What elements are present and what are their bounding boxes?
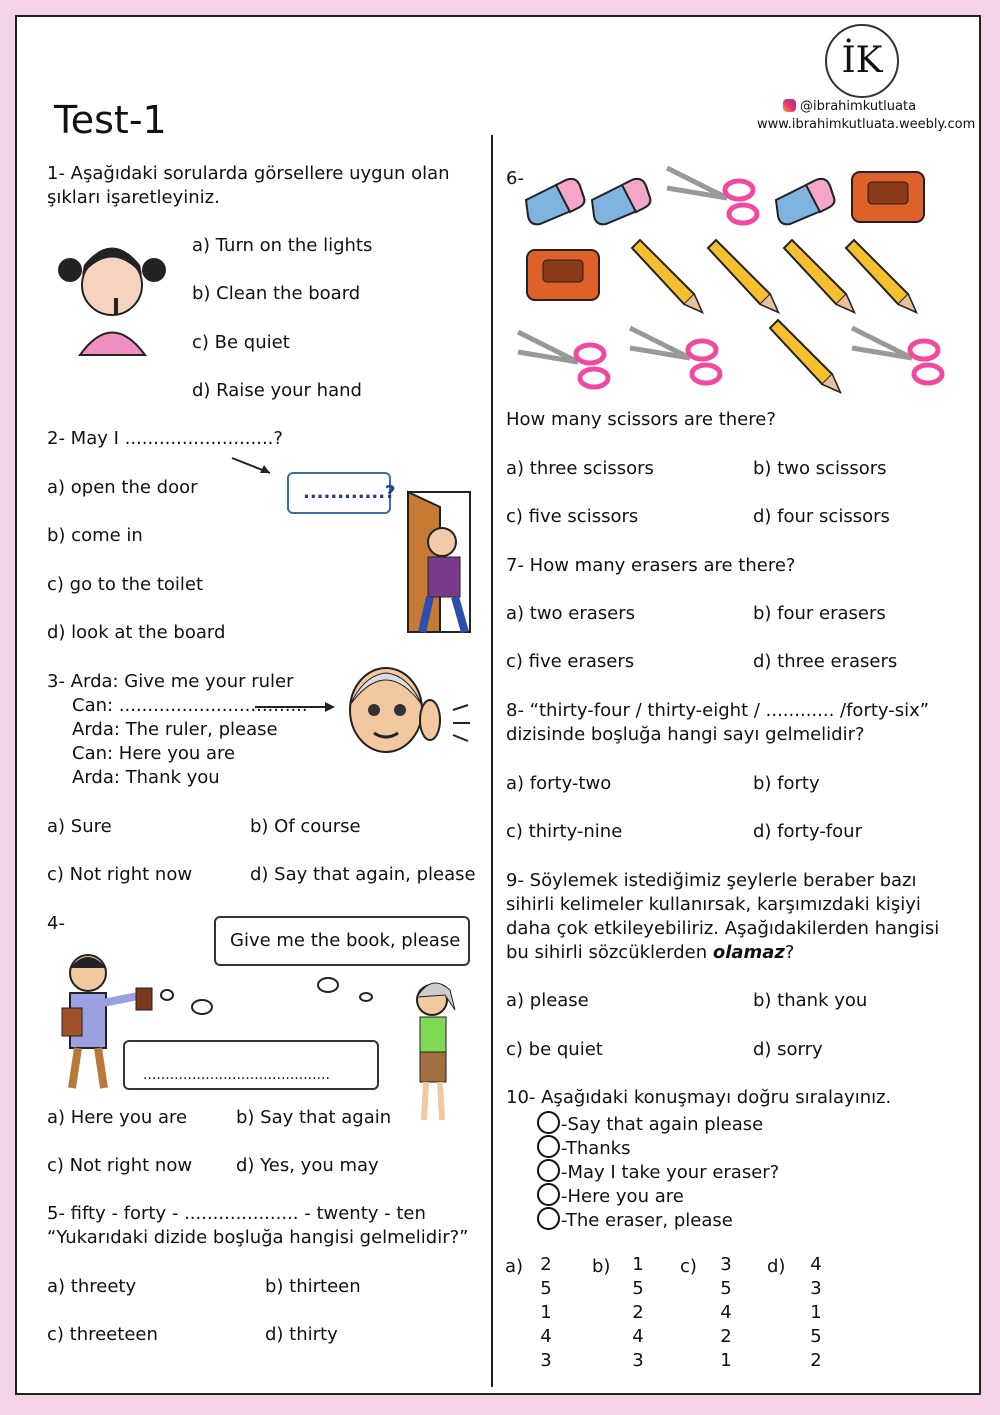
q9-option-d[interactable]: d) sorry (753, 1039, 823, 1060)
q10-order-number: 2 (632, 1302, 644, 1323)
q10-order-number: 3 (632, 1350, 644, 1371)
q5-option-c[interactable]: c) threeteen (47, 1324, 158, 1345)
sharpener-icon (850, 166, 928, 226)
q10-order-number: 1 (720, 1350, 732, 1371)
order-circle[interactable] (537, 1183, 560, 1206)
q5-option-a[interactable]: a) threety (47, 1276, 137, 1297)
q10-order-number: 2 (810, 1350, 822, 1371)
q8-line-1: 8- “thirty-four / thirty-eight / ............ /forty-six” (506, 700, 930, 721)
eraser-icon (526, 172, 586, 228)
q10-choice-b[interactable]: b) (592, 1256, 611, 1277)
pencil-icon (632, 240, 704, 314)
q6-option-b[interactable]: b) two scissors (753, 458, 887, 479)
scissors-icon (630, 328, 730, 388)
q2-option-c[interactable]: c) go to the toilet (47, 574, 204, 595)
q1-option-c[interactable]: c) Be quiet (192, 332, 290, 353)
q10-item (537, 1159, 779, 1184)
q9-emphasis: olamaz (712, 942, 785, 963)
q4-speech-bubble (214, 916, 470, 966)
q10-order-number: 5 (720, 1278, 732, 1299)
q10-item (537, 1111, 763, 1136)
pencil-icon (770, 320, 842, 394)
girl-shush-illustration (50, 230, 175, 355)
q10-order-number: 1 (540, 1302, 552, 1323)
q2-option-b[interactable]: b) come in (47, 525, 143, 546)
q10-item-text: -Here you are (561, 1186, 684, 1207)
logo: İK (825, 24, 899, 98)
q6-question: How many scissors are there? (506, 409, 776, 430)
q10-order-number: 1 (810, 1302, 822, 1323)
q9-line-1: 9- Söylemek istediğimiz şeylerle beraber bazı (506, 870, 917, 891)
q10-order-number: 3 (810, 1278, 822, 1299)
arrow-icon (255, 702, 335, 712)
q4-option-c[interactable]: c) Not right now (47, 1155, 193, 1176)
q4-answer-dots: .......................................... (143, 1067, 330, 1083)
q10-choice-c[interactable]: c) (680, 1256, 697, 1277)
q9-line-4-text: bu sihirli sözcüklerden (506, 942, 713, 963)
pencil-icon (846, 240, 918, 314)
q1-prompt-line2: şıkları işaretleyiniz. (47, 187, 220, 208)
q3-line-5: Arda: Thank you (72, 767, 220, 788)
q4-answer-box[interactable] (123, 1040, 379, 1090)
scissors-icon (518, 332, 618, 392)
girl-illustration (400, 975, 460, 1125)
q10-order-number: 4 (540, 1326, 552, 1347)
q6-option-d[interactable]: d) four scissors (753, 506, 890, 527)
q5-option-d[interactable]: d) thirty (265, 1324, 338, 1345)
q10-item-text: -Say that again please (561, 1114, 764, 1135)
q8-option-d[interactable]: d) forty-four (753, 821, 862, 842)
q4-option-b[interactable]: b) Say that again (236, 1107, 392, 1128)
q3-line-4: Can: Here you are (72, 743, 236, 764)
q10-prompt: 10- Aşağıdaki konuşmayı doğru sıralayınız. (506, 1087, 892, 1108)
q10-order-number: 4 (632, 1326, 644, 1347)
arrow-icon (230, 455, 275, 477)
q9-line-2: sihirli kelimeler kullanırsak, karşımızdaki kişiyi (506, 894, 921, 915)
q3-option-c[interactable]: c) Not right now (47, 864, 193, 885)
q2-option-d[interactable]: d) look at the board (47, 622, 226, 643)
q10-item-text: -Thanks (561, 1138, 631, 1159)
q10-order-number: 3 (720, 1254, 732, 1275)
q9-line-4 (506, 942, 794, 964)
website-link[interactable]: www.ibrahimkutluata.weebly.com (757, 117, 976, 132)
q4-label: 4- (47, 913, 65, 934)
q9-option-a[interactable]: a) please (506, 990, 589, 1011)
q7-option-d[interactable]: d) three erasers (753, 651, 898, 672)
q9-option-b[interactable]: b) thank you (753, 990, 868, 1011)
q2-speech-bubble (287, 472, 396, 514)
q5-line-1: 5- fifty - forty - .................... - twenty - ten (47, 1203, 426, 1224)
q5-line-2: “Yukarıdaki dizide boşluğa hangisi gelmelidir?” (47, 1227, 469, 1248)
q10-order-number: 5 (810, 1326, 822, 1347)
q2-option-a[interactable]: a) open the door (47, 477, 198, 498)
q10-order-number: 5 (540, 1278, 552, 1299)
q7-option-c[interactable]: c) five erasers (506, 651, 635, 672)
thought-bubbles (155, 975, 385, 1020)
scissors-icon (667, 168, 767, 228)
q9-option-c[interactable]: c) be quiet (506, 1039, 603, 1060)
q10-order-number: 2 (540, 1254, 552, 1275)
order-circle[interactable] (537, 1207, 560, 1230)
q6-option-c[interactable]: c) five scissors (506, 506, 639, 527)
q4-option-d[interactable]: d) Yes, you may (236, 1155, 379, 1176)
q3-line-2: Can: ................................. (72, 695, 308, 716)
q3-option-d[interactable]: d) Say that again, please (250, 864, 476, 885)
q3-line-1: 3- Arda: Give me your ruler (47, 671, 294, 692)
q5-option-b[interactable]: b) thirteen (265, 1276, 361, 1297)
q10-order-number: 2 (720, 1326, 732, 1347)
q1-option-a[interactable]: a) Turn on the lights (192, 235, 373, 256)
eraser-icon (592, 172, 652, 228)
q1-option-b[interactable]: b) Clean the board (192, 283, 361, 304)
q10-order-number: 4 (810, 1254, 822, 1275)
q10-item (537, 1135, 631, 1160)
old-man-listening-illustration (338, 665, 478, 755)
pencil-icon (708, 240, 780, 314)
q8-line-2: dizisinde boşluğa hangi sayı gelmelidir? (506, 724, 865, 745)
q7-option-a[interactable]: a) two erasers (506, 603, 636, 624)
q10-choice-d[interactable]: d) (767, 1256, 786, 1277)
q10-item (537, 1207, 733, 1232)
q6-option-a[interactable]: a) three scissors (506, 458, 654, 479)
q8-option-b[interactable]: b) forty (753, 773, 820, 794)
order-circle[interactable] (537, 1111, 560, 1134)
boy-at-door-illustration (400, 487, 475, 637)
q2-prompt: 2- May I ..........................? (47, 428, 283, 449)
q4-option-a[interactable]: a) Here you are (47, 1107, 188, 1128)
q10-order-number: 5 (632, 1278, 644, 1299)
sharpener-icon (525, 244, 603, 304)
q7-question: 7- How many erasers are there? (506, 555, 796, 576)
q10-item-text: -The eraser, please (561, 1210, 733, 1231)
boy-with-books-illustration (58, 948, 158, 1093)
q2-bubble-text: ............? (303, 482, 396, 503)
scissors-icon (852, 328, 952, 388)
q3-line-3: Arda: The ruler, please (72, 719, 278, 740)
page-title: Test-1 (54, 98, 167, 142)
instagram-icon (783, 99, 796, 112)
order-circle[interactable] (537, 1135, 560, 1158)
q8-option-a[interactable]: a) forty-two (506, 773, 612, 794)
q8-option-c[interactable]: c) thirty-nine (506, 821, 623, 842)
q10-item-text: -May I take your eraser? (561, 1162, 780, 1183)
q9-question-mark: ? (784, 942, 795, 963)
q3-option-b[interactable]: b) Of course (250, 816, 361, 837)
q10-item (537, 1183, 684, 1208)
q6-label: 6- (506, 168, 524, 189)
q7-option-b[interactable]: b) four erasers (753, 603, 886, 624)
q10-order-number: 4 (720, 1302, 732, 1323)
q10-order-number: 1 (632, 1254, 644, 1275)
q10-order-number: 3 (540, 1350, 552, 1371)
q10-choice-a[interactable]: a) (505, 1256, 524, 1277)
instagram-text: @ibrahimkutluata (800, 99, 917, 114)
q1-option-d[interactable]: d) Raise your hand (192, 380, 362, 401)
q4-bubble-text: Give me the book, please (230, 930, 461, 951)
q9-line-3: daha çok etkileyebiliriz. Aşağıdakilerden hangisi (506, 918, 940, 939)
eraser-icon (776, 172, 836, 228)
q3-option-a[interactable]: a) Sure (47, 816, 112, 837)
column-divider (491, 135, 493, 1387)
q1-prompt-line1: 1- Aşağıdaki sorularda görsellere uygun olan (47, 163, 450, 184)
order-circle[interactable] (537, 1159, 560, 1182)
